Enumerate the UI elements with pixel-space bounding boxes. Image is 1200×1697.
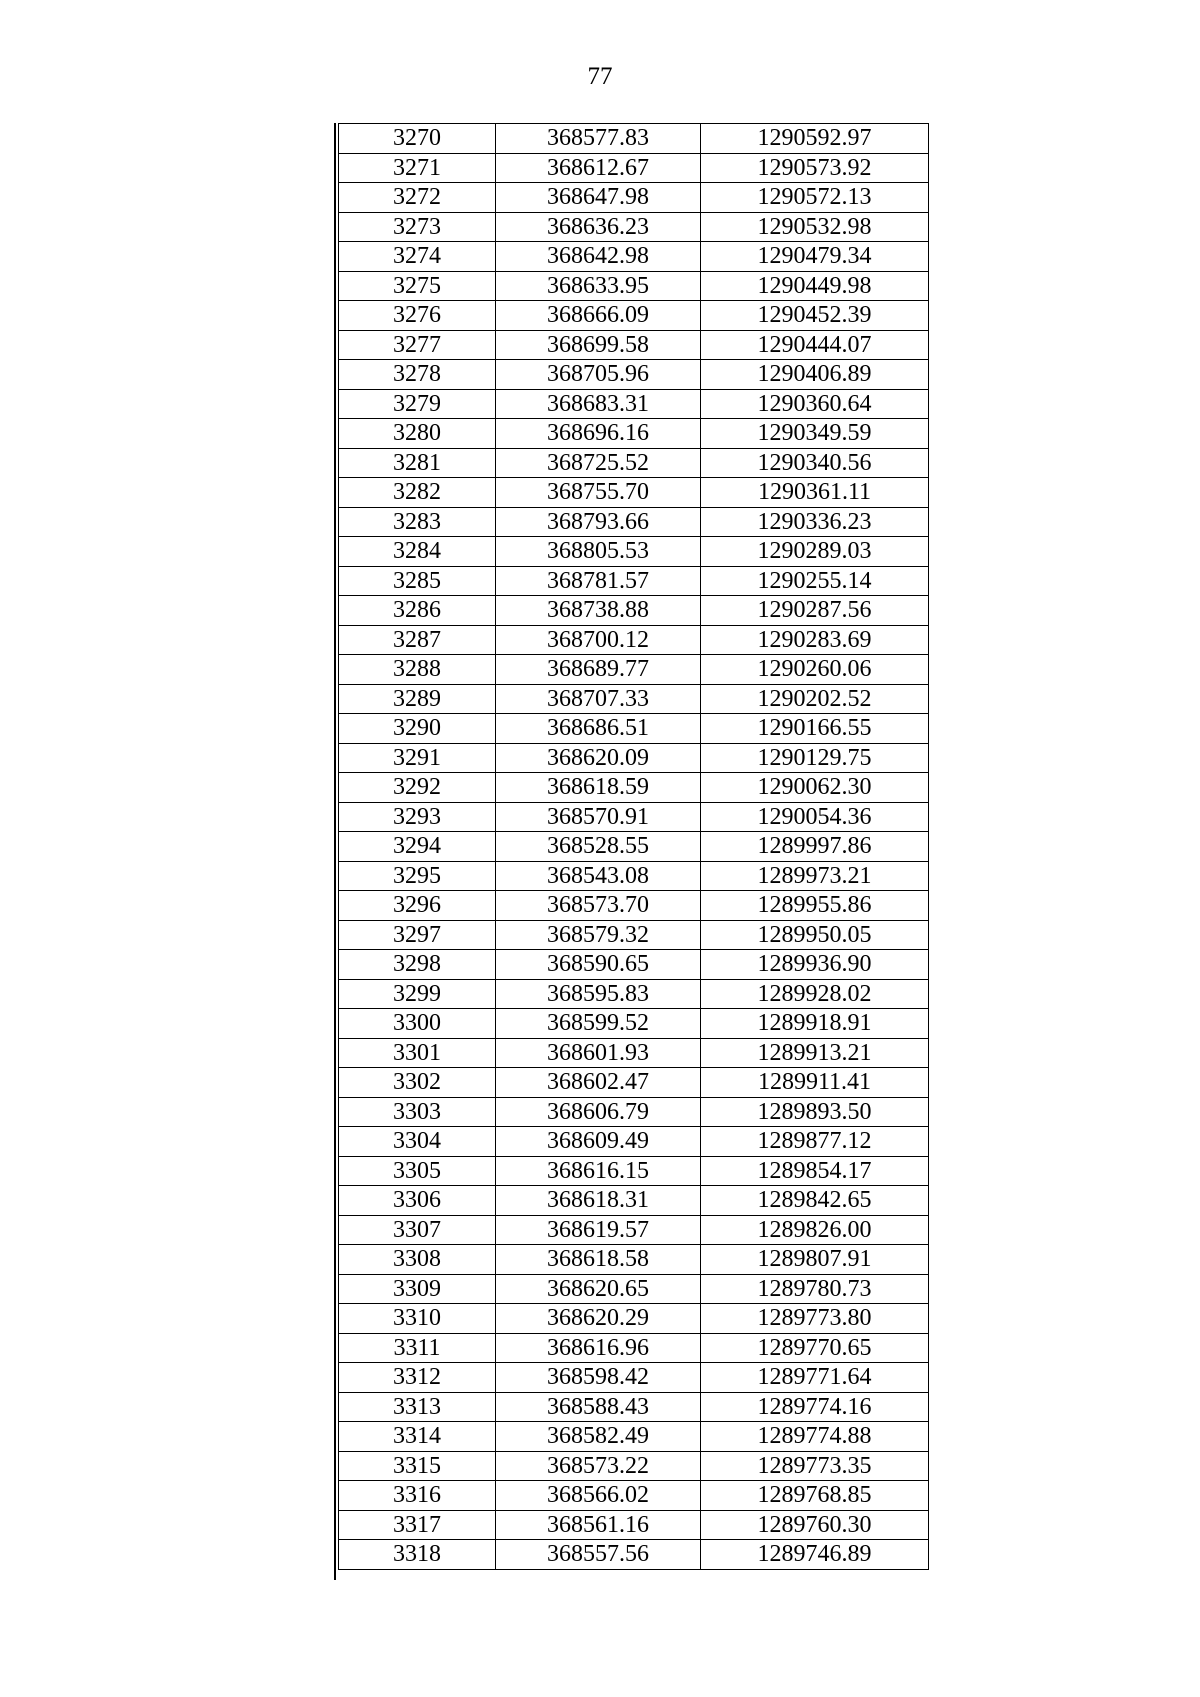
- table-row: [339, 714, 929, 744]
- y-coordinate-cell: 1289913.21: [701, 1038, 929, 1068]
- table-row: [339, 153, 929, 183]
- point-number-cell: 3284: [339, 537, 496, 567]
- table-row: [339, 360, 929, 390]
- x-coordinate-cell: 368616.96: [496, 1333, 701, 1363]
- x-coordinate-cell: 368528.55: [496, 832, 701, 862]
- page-number: 77: [587, 63, 613, 90]
- table-row: [339, 1156, 929, 1186]
- point-number-cell: 3313: [339, 1392, 496, 1422]
- x-coordinate-cell: 368683.31: [496, 389, 701, 419]
- y-coordinate-cell: 1290260.06: [701, 655, 929, 685]
- point-number-cell: 3285: [339, 566, 496, 596]
- point-number-cell: 3279: [339, 389, 496, 419]
- table-row: [339, 124, 929, 154]
- x-coordinate-cell: 368738.88: [496, 596, 701, 626]
- coordinates-table-container: [338, 123, 925, 1570]
- y-coordinate-cell: 1289955.86: [701, 891, 929, 921]
- table-row: [339, 1038, 929, 1068]
- y-coordinate-cell: 1290062.30: [701, 773, 929, 803]
- y-coordinate-cell: 1290289.03: [701, 537, 929, 567]
- y-coordinate-cell: 1290532.98: [701, 212, 929, 242]
- table-row: [339, 1363, 929, 1393]
- table-row: [339, 1215, 929, 1245]
- point-number-cell: 3310: [339, 1304, 496, 1334]
- y-coordinate-cell: 1289918.91: [701, 1009, 929, 1039]
- table-row: [339, 1510, 929, 1540]
- x-coordinate-cell: 368636.23: [496, 212, 701, 242]
- table-row: [339, 950, 929, 980]
- y-coordinate-cell: 1289760.30: [701, 1510, 929, 1540]
- point-number-cell: 3309: [339, 1274, 496, 1304]
- table-row: [339, 920, 929, 950]
- y-coordinate-cell: 1290573.92: [701, 153, 929, 183]
- table-row: [339, 242, 929, 272]
- x-coordinate-cell: 368561.16: [496, 1510, 701, 1540]
- x-coordinate-cell: 368642.98: [496, 242, 701, 272]
- x-coordinate-cell: 368699.58: [496, 330, 701, 360]
- point-number-cell: 3304: [339, 1127, 496, 1157]
- x-coordinate-cell: 368570.91: [496, 802, 701, 832]
- point-number-cell: 3318: [339, 1540, 496, 1570]
- table-row: [339, 183, 929, 213]
- point-number-cell: 3274: [339, 242, 496, 272]
- point-number-cell: 3277: [339, 330, 496, 360]
- table-row: [339, 537, 929, 567]
- point-number-cell: 3316: [339, 1481, 496, 1511]
- table-row: [339, 271, 929, 301]
- y-coordinate-cell: 1289997.86: [701, 832, 929, 862]
- x-coordinate-cell: 368705.96: [496, 360, 701, 390]
- x-coordinate-cell: 368573.70: [496, 891, 701, 921]
- y-coordinate-cell: 1289774.16: [701, 1392, 929, 1422]
- table-row: [339, 861, 929, 891]
- x-coordinate-cell: 368620.29: [496, 1304, 701, 1334]
- point-number-cell: 3278: [339, 360, 496, 390]
- point-number-cell: 3291: [339, 743, 496, 773]
- table-row: [339, 566, 929, 596]
- point-number-cell: 3280: [339, 419, 496, 449]
- y-coordinate-cell: 1289771.64: [701, 1363, 929, 1393]
- x-coordinate-cell: 368595.83: [496, 979, 701, 1009]
- point-number-cell: 3270: [339, 124, 496, 154]
- x-coordinate-cell: 368609.49: [496, 1127, 701, 1157]
- x-coordinate-cell: 368696.16: [496, 419, 701, 449]
- table-row: [339, 596, 929, 626]
- x-coordinate-cell: 368618.59: [496, 773, 701, 803]
- point-number-cell: 3311: [339, 1333, 496, 1363]
- point-number-cell: 3300: [339, 1009, 496, 1039]
- y-coordinate-cell: 1290283.69: [701, 625, 929, 655]
- table-row: [339, 1274, 929, 1304]
- y-coordinate-cell: 1289770.65: [701, 1333, 929, 1363]
- y-coordinate-cell: 1290572.13: [701, 183, 929, 213]
- y-coordinate-cell: 1290406.89: [701, 360, 929, 390]
- table-row: [339, 389, 929, 419]
- table-row: [339, 330, 929, 360]
- table-row: [339, 1392, 929, 1422]
- y-coordinate-cell: 1290452.39: [701, 301, 929, 331]
- table-row: [339, 832, 929, 862]
- x-coordinate-cell: 368612.67: [496, 153, 701, 183]
- y-coordinate-cell: 1290129.75: [701, 743, 929, 773]
- y-coordinate-cell: 1289773.35: [701, 1451, 929, 1481]
- point-number-cell: 3307: [339, 1215, 496, 1245]
- y-coordinate-cell: 1290166.55: [701, 714, 929, 744]
- table-row: [339, 1245, 929, 1275]
- table-row: [339, 773, 929, 803]
- table-row: [339, 448, 929, 478]
- table-row: [339, 891, 929, 921]
- table-row: [339, 1068, 929, 1098]
- y-coordinate-cell: 1290340.56: [701, 448, 929, 478]
- x-coordinate-cell: 368566.02: [496, 1481, 701, 1511]
- point-number-cell: 3281: [339, 448, 496, 478]
- y-coordinate-cell: 1289854.17: [701, 1156, 929, 1186]
- point-number-cell: 3286: [339, 596, 496, 626]
- y-coordinate-cell: 1290360.64: [701, 389, 929, 419]
- point-number-cell: 3287: [339, 625, 496, 655]
- table-row: [339, 1451, 929, 1481]
- point-number-cell: 3272: [339, 183, 496, 213]
- x-coordinate-cell: 368805.53: [496, 537, 701, 567]
- point-number-cell: 3305: [339, 1156, 496, 1186]
- y-coordinate-cell: 1290479.34: [701, 242, 929, 272]
- point-number-cell: 3302: [339, 1068, 496, 1098]
- x-coordinate-cell: 368620.65: [496, 1274, 701, 1304]
- x-coordinate-cell: 368590.65: [496, 950, 701, 980]
- point-number-cell: 3314: [339, 1422, 496, 1452]
- point-number-cell: 3301: [339, 1038, 496, 1068]
- table-row: [339, 507, 929, 537]
- table-row: [339, 1333, 929, 1363]
- table-row: [339, 301, 929, 331]
- table-row: [339, 655, 929, 685]
- table-row: [339, 1097, 929, 1127]
- x-coordinate-cell: 368633.95: [496, 271, 701, 301]
- table-row: [339, 1186, 929, 1216]
- x-coordinate-cell: 368755.70: [496, 478, 701, 508]
- y-coordinate-cell: 1290349.59: [701, 419, 929, 449]
- x-coordinate-cell: 368577.83: [496, 124, 701, 154]
- y-coordinate-cell: 1290444.07: [701, 330, 929, 360]
- point-number-cell: 3297: [339, 920, 496, 950]
- table-row: [339, 419, 929, 449]
- x-coordinate-cell: 368619.57: [496, 1215, 701, 1245]
- x-coordinate-cell: 368781.57: [496, 566, 701, 596]
- point-number-cell: 3293: [339, 802, 496, 832]
- y-coordinate-cell: 1289973.21: [701, 861, 929, 891]
- x-coordinate-cell: 368588.43: [496, 1392, 701, 1422]
- table-row: [339, 212, 929, 242]
- y-coordinate-cell: 1290449.98: [701, 271, 929, 301]
- x-coordinate-cell: 368618.31: [496, 1186, 701, 1216]
- point-number-cell: 3276: [339, 301, 496, 331]
- table-row: [339, 1127, 929, 1157]
- y-coordinate-cell: 1289877.12: [701, 1127, 929, 1157]
- y-coordinate-cell: 1290202.52: [701, 684, 929, 714]
- point-number-cell: 3282: [339, 478, 496, 508]
- point-number-cell: 3306: [339, 1186, 496, 1216]
- y-coordinate-cell: 1290336.23: [701, 507, 929, 537]
- table-row: [339, 1540, 929, 1570]
- point-number-cell: 3303: [339, 1097, 496, 1127]
- x-coordinate-cell: 368579.32: [496, 920, 701, 950]
- x-coordinate-cell: 368598.42: [496, 1363, 701, 1393]
- point-number-cell: 3283: [339, 507, 496, 537]
- y-coordinate-cell: 1289826.00: [701, 1215, 929, 1245]
- point-number-cell: 3275: [339, 271, 496, 301]
- y-coordinate-cell: 1289936.90: [701, 950, 929, 980]
- table-row: [339, 1481, 929, 1511]
- x-coordinate-cell: 368557.56: [496, 1540, 701, 1570]
- y-coordinate-cell: 1289950.05: [701, 920, 929, 950]
- point-number-cell: 3315: [339, 1451, 496, 1481]
- y-coordinate-cell: 1289768.85: [701, 1481, 929, 1511]
- x-coordinate-cell: 368686.51: [496, 714, 701, 744]
- table-row: [339, 478, 929, 508]
- x-coordinate-cell: 368606.79: [496, 1097, 701, 1127]
- point-number-cell: 3292: [339, 773, 496, 803]
- point-number-cell: 3289: [339, 684, 496, 714]
- y-coordinate-cell: 1289773.80: [701, 1304, 929, 1334]
- table-row: [339, 743, 929, 773]
- x-coordinate-cell: 368599.52: [496, 1009, 701, 1039]
- y-coordinate-cell: 1290592.97: [701, 124, 929, 154]
- coordinates-table: [338, 123, 929, 1570]
- x-coordinate-cell: 368647.98: [496, 183, 701, 213]
- point-number-cell: 3299: [339, 979, 496, 1009]
- point-number-cell: 3296: [339, 891, 496, 921]
- point-number-cell: 3295: [339, 861, 496, 891]
- table-row: [339, 802, 929, 832]
- table-left-rule: [334, 123, 336, 1580]
- y-coordinate-cell: 1289774.88: [701, 1422, 929, 1452]
- table-row: [339, 1009, 929, 1039]
- x-coordinate-cell: 368601.93: [496, 1038, 701, 1068]
- x-coordinate-cell: 368543.08: [496, 861, 701, 891]
- x-coordinate-cell: 368725.52: [496, 448, 701, 478]
- x-coordinate-cell: 368618.58: [496, 1245, 701, 1275]
- x-coordinate-cell: 368602.47: [496, 1068, 701, 1098]
- x-coordinate-cell: 368793.66: [496, 507, 701, 537]
- x-coordinate-cell: 368707.33: [496, 684, 701, 714]
- point-number-cell: 3308: [339, 1245, 496, 1275]
- x-coordinate-cell: 368582.49: [496, 1422, 701, 1452]
- y-coordinate-cell: 1289746.89: [701, 1540, 929, 1570]
- point-number-cell: 3312: [339, 1363, 496, 1393]
- y-coordinate-cell: 1289928.02: [701, 979, 929, 1009]
- table-row: [339, 684, 929, 714]
- table-row: [339, 1422, 929, 1452]
- point-number-cell: 3271: [339, 153, 496, 183]
- x-coordinate-cell: 368573.22: [496, 1451, 701, 1481]
- x-coordinate-cell: 368666.09: [496, 301, 701, 331]
- table-row: [339, 625, 929, 655]
- point-number-cell: 3288: [339, 655, 496, 685]
- x-coordinate-cell: 368689.77: [496, 655, 701, 685]
- y-coordinate-cell: 1290054.36: [701, 802, 929, 832]
- point-number-cell: 3294: [339, 832, 496, 862]
- y-coordinate-cell: 1289893.50: [701, 1097, 929, 1127]
- table-row: [339, 979, 929, 1009]
- x-coordinate-cell: 368700.12: [496, 625, 701, 655]
- x-coordinate-cell: 368620.09: [496, 743, 701, 773]
- table-row: [339, 1304, 929, 1334]
- y-coordinate-cell: 1289911.41: [701, 1068, 929, 1098]
- point-number-cell: 3298: [339, 950, 496, 980]
- coordinates-table-body: [339, 124, 929, 1570]
- y-coordinate-cell: 1290255.14: [701, 566, 929, 596]
- y-coordinate-cell: 1289807.91: [701, 1245, 929, 1275]
- y-coordinate-cell: 1289842.65: [701, 1186, 929, 1216]
- y-coordinate-cell: 1290287.56: [701, 596, 929, 626]
- y-coordinate-cell: 1289780.73: [701, 1274, 929, 1304]
- point-number-cell: 3317: [339, 1510, 496, 1540]
- y-coordinate-cell: 1290361.11: [701, 478, 929, 508]
- x-coordinate-cell: 368616.15: [496, 1156, 701, 1186]
- point-number-cell: 3290: [339, 714, 496, 744]
- point-number-cell: 3273: [339, 212, 496, 242]
